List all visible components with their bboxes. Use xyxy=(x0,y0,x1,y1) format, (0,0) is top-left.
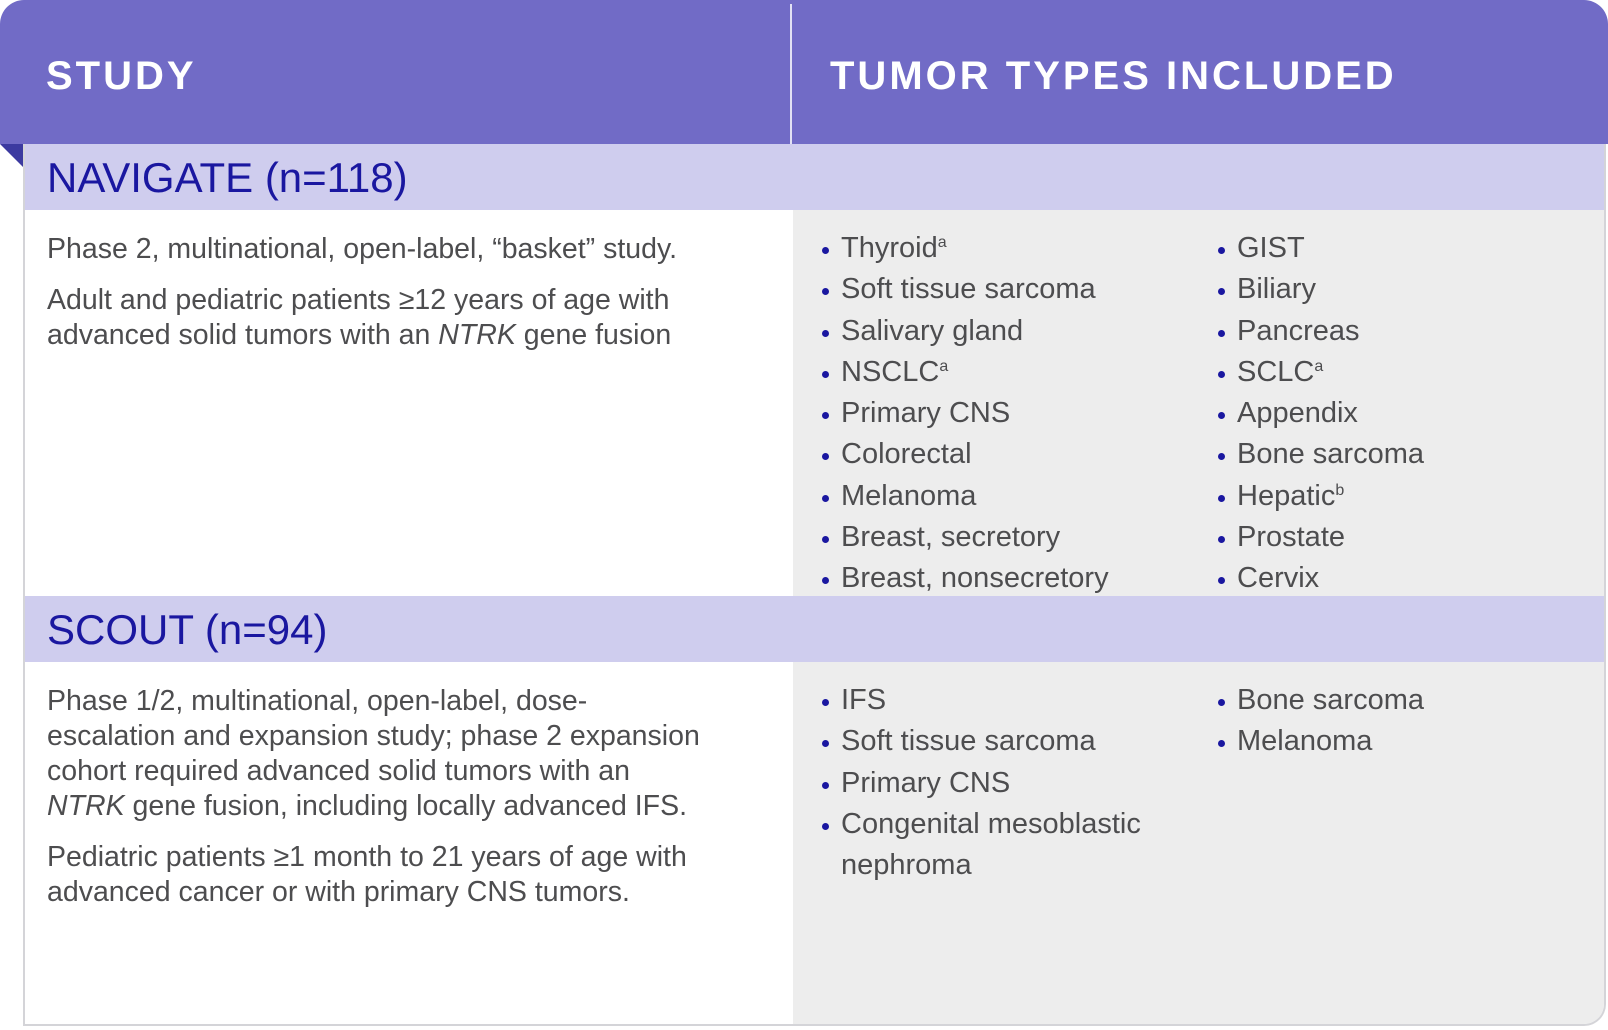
tumor-type-item xyxy=(819,476,1189,517)
tumor-types-cell xyxy=(793,210,1606,596)
tumor-type-item xyxy=(1215,721,1575,762)
study-description xyxy=(47,684,712,926)
study-title-band xyxy=(25,596,1606,662)
tumor-type-name: SCLC xyxy=(1237,355,1315,388)
tumor-type-name: Primary CNS xyxy=(841,766,1011,799)
tumor-type-name: NSCLC xyxy=(841,355,940,388)
tumor-type-name: Bone sarcoma xyxy=(1237,438,1424,471)
study-title: SCOUT (n=94) xyxy=(47,606,328,653)
tumor-list xyxy=(1215,680,1575,763)
tumor-type-item xyxy=(1215,393,1575,434)
tumor-list xyxy=(1215,228,1575,600)
tumor-type-item xyxy=(819,393,1189,434)
tumor-type-name: Bone sarcoma xyxy=(1237,684,1424,716)
footnote-marker: a xyxy=(937,234,947,251)
tumor-type-name: Soft tissue sarcoma xyxy=(841,725,1096,758)
footnote-marker: a xyxy=(939,357,949,375)
study-title-band xyxy=(25,144,1606,210)
tumor-type-name: Primary CNS xyxy=(841,397,1011,430)
tumor-type-item xyxy=(1215,228,1575,269)
tumor-type-name: Biliary xyxy=(1237,273,1316,306)
tumor-type-name: Pancreas xyxy=(1237,314,1360,347)
study-row xyxy=(25,210,1606,596)
study-population-text: Adult and pediatric patients ≥12 years of age with advanced solid tumors with an NTRK gene fusion xyxy=(47,284,672,351)
tumor-type-item xyxy=(1215,558,1575,599)
tumor-type-item xyxy=(819,763,1189,804)
footnote-marker: b xyxy=(1335,481,1345,499)
study-design-text: Phase 2, multinational, open-label, “basket” study. xyxy=(47,233,677,265)
tumor-list xyxy=(819,228,1189,600)
tumor-type-item xyxy=(819,352,1189,393)
column-header-tumor-types: TUMOR TYPES INCLUDED xyxy=(830,54,1397,98)
tumor-type-item xyxy=(819,804,1189,887)
tumor-type-name: Hepatic xyxy=(1237,479,1336,512)
tumor-type-item xyxy=(1215,680,1575,721)
tumor-type-item xyxy=(819,311,1189,352)
study-population-text: Pediatric patients ≥1 month to 21 years of age with advanced cancer or with primary CNS tumors. xyxy=(47,841,687,908)
study-description-cell xyxy=(25,662,793,1026)
tumor-type-name: Colorectal xyxy=(841,438,972,471)
study-row xyxy=(25,662,1606,1026)
tumor-type-name: IFS xyxy=(841,684,887,716)
study-title: NAVIGATE (n=118) xyxy=(47,154,408,201)
tumor-type-item xyxy=(819,228,1189,269)
tumor-type-item xyxy=(1215,352,1575,393)
tumor-types-cell xyxy=(793,662,1606,1026)
tumor-type-item xyxy=(1215,269,1575,310)
tumor-type-name: Breast, nonsecretory xyxy=(841,562,1109,595)
tumor-type-name: Melanoma xyxy=(1237,725,1373,758)
tumor-type-item xyxy=(819,269,1189,310)
tumor-type-name: Prostate xyxy=(1237,521,1345,554)
tumor-type-name: GIST xyxy=(1237,232,1305,264)
tumor-type-name: Breast, secretory xyxy=(841,521,1061,554)
footnote-marker: a xyxy=(1314,357,1324,375)
tumor-type-item xyxy=(819,517,1189,558)
header-fold-corner xyxy=(0,144,24,168)
tumor-type-item xyxy=(1215,517,1575,558)
tumor-type-item xyxy=(1215,476,1575,517)
tumor-type-name: Melanoma xyxy=(841,479,977,512)
header-divider xyxy=(790,4,792,144)
tumor-type-name: Appendix xyxy=(1237,397,1358,430)
tumor-type-name: Soft tissue sarcoma xyxy=(841,273,1096,306)
tumor-type-item xyxy=(819,558,1189,599)
tumor-type-item xyxy=(1215,434,1575,475)
tumor-type-item xyxy=(1215,311,1575,352)
tumor-type-name: Salivary gland xyxy=(841,314,1024,347)
tumor-type-name: Cervix xyxy=(1237,562,1320,595)
tumor-type-name: Thyroid xyxy=(841,232,938,264)
study-design-text: Phase 1/2, multinational, open-label, dose-escalation and expansion study; phase 2 expansion cohort required advanced solid tumors with an NTRK gene fusion, including locally advanced IFS. xyxy=(47,685,700,822)
study-description-cell xyxy=(25,210,793,596)
study-table xyxy=(23,144,1606,1026)
tumor-list xyxy=(819,680,1189,886)
tumor-type-name: Congenital mesoblastic nephroma xyxy=(841,807,1141,882)
table-header xyxy=(0,0,1608,144)
study-description xyxy=(47,232,712,369)
tumor-type-item xyxy=(819,680,1189,721)
tumor-type-item xyxy=(819,434,1189,475)
tumor-type-item xyxy=(819,721,1189,762)
column-header-study: STUDY xyxy=(46,54,197,98)
